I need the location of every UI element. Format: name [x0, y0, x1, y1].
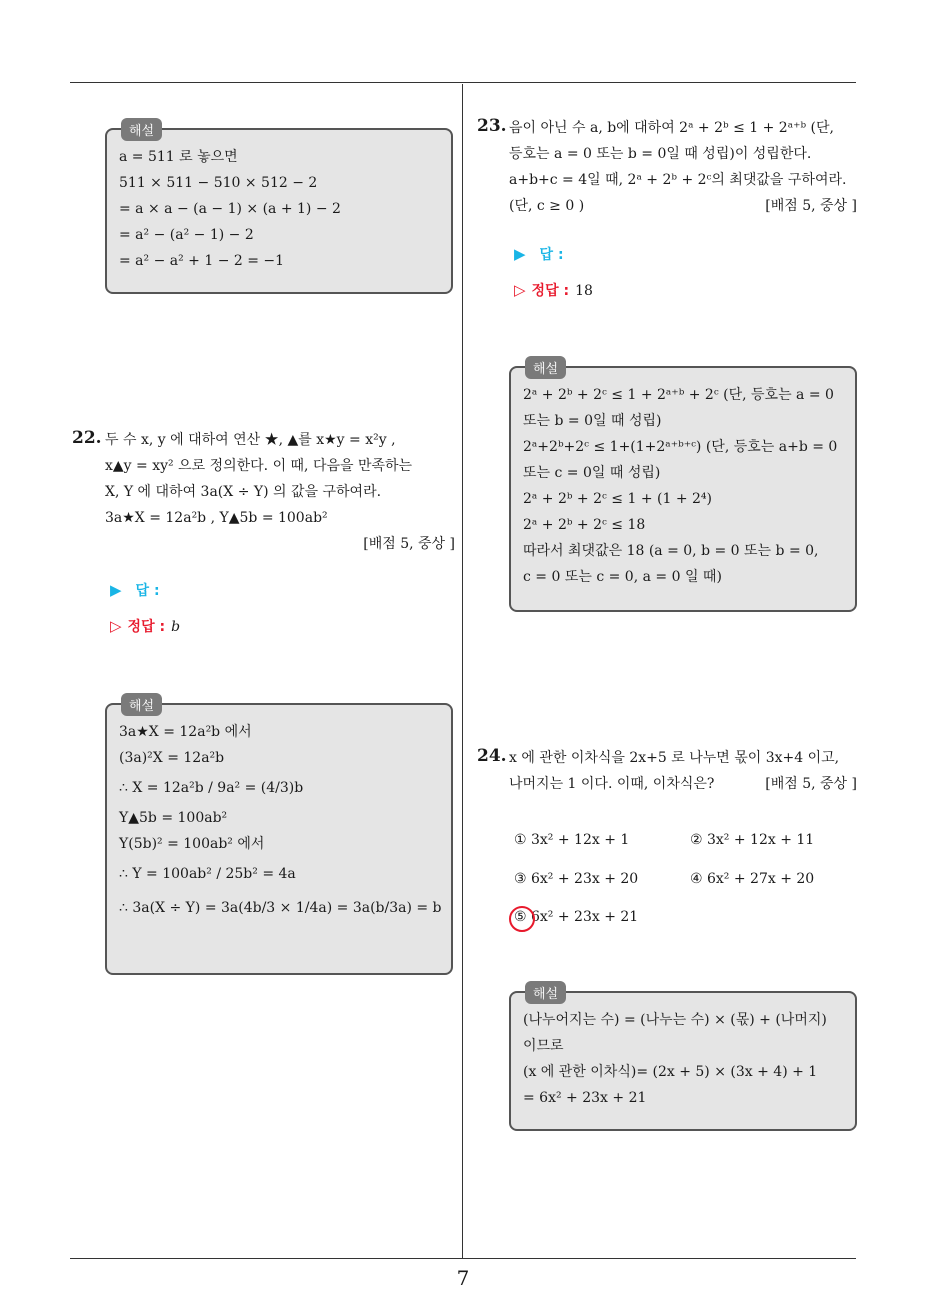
correct-answer-row-23: [514, 280, 593, 300]
solution-line: = a × a − (a − 1) × (a + 1) − 2: [119, 201, 341, 217]
solution-line: 또는 b = 0일 때 성립): [523, 413, 662, 429]
correct-answer-row-22: [110, 616, 180, 636]
question-line: x 에 관한 이차식을 2x+5 로 나누면 몫이 3x+4 이고,: [509, 750, 840, 766]
solution-box-23: [509, 362, 857, 612]
solution-line: 따라서 최댓값은 18 (a = 0, b = 0 또는 b = 0,: [523, 543, 819, 559]
solution-box-21: [105, 124, 453, 294]
page-number: 7: [456, 1266, 470, 1290]
solution-line: 3a★X = 12a²b 에서: [119, 724, 252, 740]
answer-label: 답 :: [539, 247, 564, 263]
question-text-22: [105, 427, 455, 557]
score-label: [배점 5, 중상 ]: [765, 198, 857, 214]
question-line: x▲y = xy² 으로 정의한다. 이 때, 다음을 만족하는: [105, 458, 413, 474]
solution-line: a = 511 로 놓으면: [119, 149, 238, 165]
column-divider: [462, 84, 463, 1259]
option-3[interactable]: ③ 6x² + 23x + 20: [514, 871, 639, 887]
solution-line: ∴ X = 12a²b / 9a² = (4/3)b: [119, 780, 304, 796]
solution-line: 이므로: [523, 1038, 564, 1054]
outline-triangle-icon: ▷: [110, 617, 122, 635]
score-label: [배점 5, 중상 ]: [765, 776, 857, 792]
solution-line: ∴ 3a(X ÷ Y) = 3a(4b/3 × 1/4a) = 3a(b/3a) = b: [119, 900, 442, 916]
question-line: 나머지는 1 이다. 이때, 이차식은?: [509, 776, 715, 792]
solution-line: 511 × 511 − 510 × 512 − 2: [119, 175, 318, 191]
option-2[interactable]: ② 3x² + 12x + 11: [690, 832, 815, 848]
option-1[interactable]: ① 3x² + 12x + 1: [514, 832, 630, 848]
question-line: (단, c ≥ 0 ): [509, 198, 585, 214]
outline-triangle-icon: ▷: [514, 281, 526, 299]
question-number-22: 22.: [72, 428, 102, 448]
bottom-rule: [70, 1258, 856, 1259]
solution-tag: 해설: [525, 981, 566, 1004]
question-text-24: [509, 745, 859, 797]
answer-label: 답 :: [135, 583, 160, 599]
answer-row-23: [514, 244, 564, 264]
question-line: 3a★X = 12a²b , Y▲5b = 100ab²: [105, 510, 328, 526]
correct-value: 18: [575, 283, 593, 299]
solution-line: 2ᵃ+2ᵇ+2ᶜ ≤ 1+(1+2ᵃ⁺ᵇ⁺ᶜ) (단, 등호는 a+b = 0: [523, 439, 838, 455]
question-line: X, Y 에 대하여 3a(X ÷ Y) 의 값을 구하여라.: [105, 484, 382, 500]
play-triangle-icon: ▶: [514, 245, 526, 263]
solution-tag: 해설: [121, 118, 162, 141]
solution-line: (나누어지는 수) = (나누는 수) × (몫) + (나머지): [523, 1012, 827, 1028]
score-label: [배점 5, 중상 ]: [363, 536, 455, 552]
correct-label: 정답 :: [531, 283, 570, 299]
solution-tag: 해설: [525, 356, 566, 379]
answer-row-22: [110, 580, 160, 600]
solution-line: ∴ Y = 100ab² / 25b² = 4a: [119, 866, 296, 882]
correct-label: 정답 :: [127, 619, 166, 635]
top-rule: [70, 82, 856, 83]
question-text-23: [509, 115, 859, 219]
option-5[interactable]: ⑤ 6x² + 23x + 21: [514, 909, 639, 925]
solution-tag: 해설: [121, 693, 162, 716]
solution-box-24: [509, 987, 857, 1131]
solution-line: 2ᵃ + 2ᵇ + 2ᶜ ≤ 1 + (1 + 2⁴): [523, 491, 712, 507]
question-line: a+b+c = 4일 때, 2ᵃ + 2ᵇ + 2ᶜ의 최댓값을 구하여라.: [509, 172, 847, 188]
solution-box-22: [105, 699, 453, 975]
question-line: 음이 아닌 수 a, b에 대하여 2ᵃ + 2ᵇ ≤ 1 + 2ᵃ⁺ᵇ (단,: [509, 120, 834, 136]
solution-line: = 6x² + 23x + 21: [523, 1090, 647, 1106]
selected-answer-circle-icon: [509, 906, 535, 932]
solution-line: Y▲5b = 100ab²: [119, 810, 228, 826]
solution-line: 또는 c = 0일 때 성립): [523, 465, 661, 481]
question-number-24: 24.: [477, 746, 507, 766]
solution-line: 2ᵃ + 2ᵇ + 2ᶜ ≤ 1 + 2ᵃ⁺ᵇ + 2ᶜ (단, 등호는 a = 0: [523, 387, 834, 403]
question-line: 두 수 x, y 에 대하여 연산 ★, ▲를 x★y = x²y ,: [105, 432, 396, 448]
solution-line: c = 0 또는 c = 0, a = 0 일 때): [523, 569, 722, 585]
solution-line: Y(5b)² = 100ab² 에서: [119, 836, 265, 852]
solution-line: = a² − (a² − 1) − 2: [119, 227, 254, 243]
option-4[interactable]: ④ 6x² + 27x + 20: [690, 871, 815, 887]
question-line: 등호는 a = 0 또는 b = 0일 때 성립)이 성립한다.: [509, 146, 812, 162]
play-triangle-icon: ▶: [110, 581, 122, 599]
solution-line: (3a)²X = 12a²b: [119, 750, 225, 766]
solution-line: 2ᵃ + 2ᵇ + 2ᶜ ≤ 18: [523, 517, 646, 533]
solution-line: (x 에 관한 이차식)= (2x + 5) × (3x + 4) + 1: [523, 1064, 818, 1080]
solution-line: = a² − a² + 1 − 2 = −1: [119, 253, 285, 269]
correct-value: b: [171, 619, 181, 635]
question-number-23: 23.: [477, 116, 507, 136]
